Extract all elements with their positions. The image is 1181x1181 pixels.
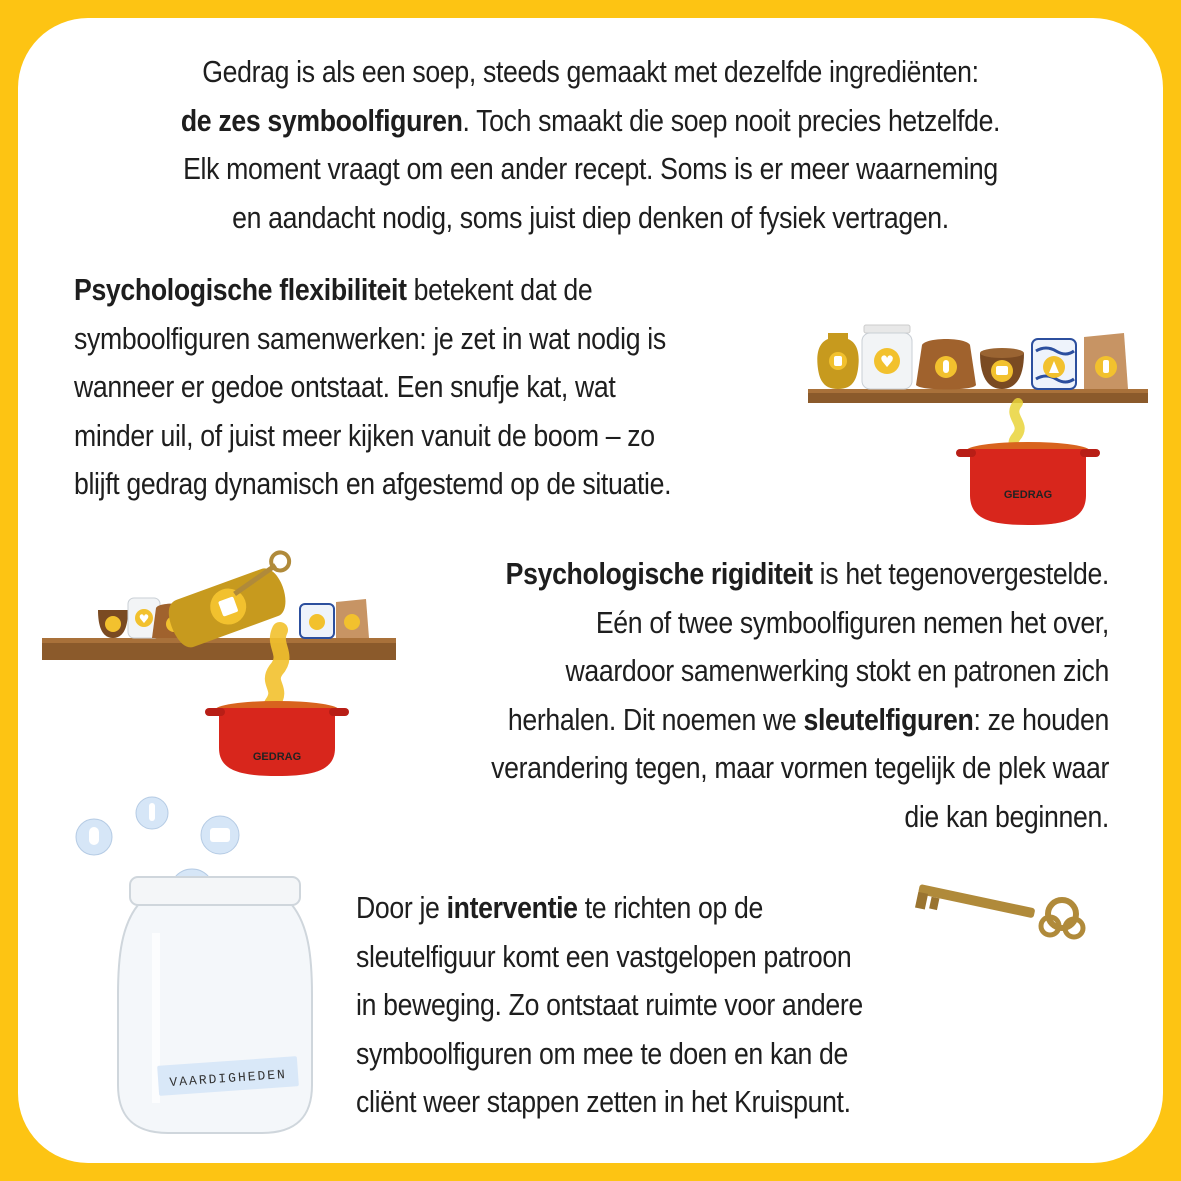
interventie-term: interventie (446, 890, 578, 925)
interv-line-2: sleutelfiguur komt een vastgelopen patroon (356, 938, 852, 974)
rigid-line-1-rest: is het tegenovergestelde. (812, 556, 1109, 591)
paper-bag-jar (1084, 333, 1128, 389)
rigid-line-4-pre: herhalen. Dit noemen we (507, 701, 804, 737)
gold-vase-jar (817, 333, 858, 389)
jar-label-text: VAARDIGHEDEN (168, 1066, 288, 1091)
flex-line-5: blijft gedrag dynamisch en afgestemd op de situatie. (74, 466, 672, 501)
rigid-line-4 (352, 696, 1109, 745)
rigidity-paragraph (352, 550, 1109, 841)
golden-key-icon (914, 868, 1094, 948)
flex-line-1 (74, 266, 814, 315)
interv-line-3: in beweging. Zo ontstaat ruimte voor andere (356, 987, 863, 1022)
interv-line-4: symboolfiguren om mee te doen en kan de (356, 1035, 848, 1071)
interv-line-1-pre: Door je (356, 890, 447, 925)
flex-line-1-rest: betekent dat de (406, 272, 593, 307)
glass-jar-heart (862, 325, 912, 389)
rigid-line-6: die kan beginnen. (904, 798, 1109, 834)
pot-label-1: GEDRAG (1003, 489, 1053, 501)
flex-line-4: minder uil, of juist meer kijken vanuit de boom – zo (74, 417, 655, 453)
rigid-heading: Psychologische rigiditeit (505, 556, 813, 591)
shelf-with-key-illustration (40, 538, 400, 778)
glass-jar (118, 877, 312, 1133)
wooden-bowl-jar (980, 348, 1024, 389)
blue-porcelain-jar (1032, 339, 1076, 389)
flex-line-3: wanneer er gedoe ontstaat. Een snufje kat, wat (74, 369, 616, 404)
intro-line-2-rest: . Toch smaakt die soep nooit precies hetzelfde. (462, 102, 1001, 138)
heart-icon-2: ♥ (138, 612, 150, 626)
flex-line-2: symboolfiguren samenwerken: je zet in wat nodig is (74, 320, 666, 356)
intro-line-2 (47, 97, 1135, 146)
flexibility-paragraph (74, 266, 814, 509)
interv-line-1-post: te richten op de (577, 890, 763, 925)
rigid-line-3: waardoor samenwerking stokt en patronen zich (565, 653, 1109, 688)
intro-paragraph (47, 48, 1135, 242)
cooking-pot-gedrag-1 (956, 442, 1100, 525)
intro-line-4: en aandacht nodig, soms juist diep denken of fysiek vertragen. (232, 199, 949, 235)
sleutelfiguren-term: sleutelfiguren (803, 701, 974, 737)
rigid-line-4-post: : ze houden (973, 701, 1109, 737)
intervention-paragraph (356, 884, 992, 1127)
intro-highlight: de zes symboolfiguren (180, 102, 463, 138)
skills-jar-illustration (70, 793, 330, 1143)
pot-label-2: GEDRAG (252, 751, 302, 763)
intro-line-3: Elk moment vraagt om een ander recept. Soms is er meer waarneming (183, 151, 998, 186)
content-card (18, 18, 1163, 1163)
shelf-with-jars-illustration (806, 303, 1151, 533)
rigid-line-5: verandering tegen, maar vormen tegelijk de plek waar (491, 750, 1109, 785)
rigid-line-2: Eén of twee symboolfiguren nemen het over, (595, 604, 1109, 640)
interv-line-5: cliënt weer stappen zetten in het Kruispunt. (356, 1084, 851, 1119)
brown-sack-jar (916, 339, 976, 390)
rigid-line-1 (352, 550, 1109, 599)
flex-heading: Psychologische flexibiliteit (74, 272, 407, 307)
heart-icon: ♥ (879, 352, 895, 371)
cooking-pot-gedrag-2 (205, 701, 349, 776)
intro-line-1: Gedrag is als een soep, steeds gemaakt met dezelfde ingrediënten: (202, 54, 979, 89)
interv-line-1 (356, 884, 992, 933)
